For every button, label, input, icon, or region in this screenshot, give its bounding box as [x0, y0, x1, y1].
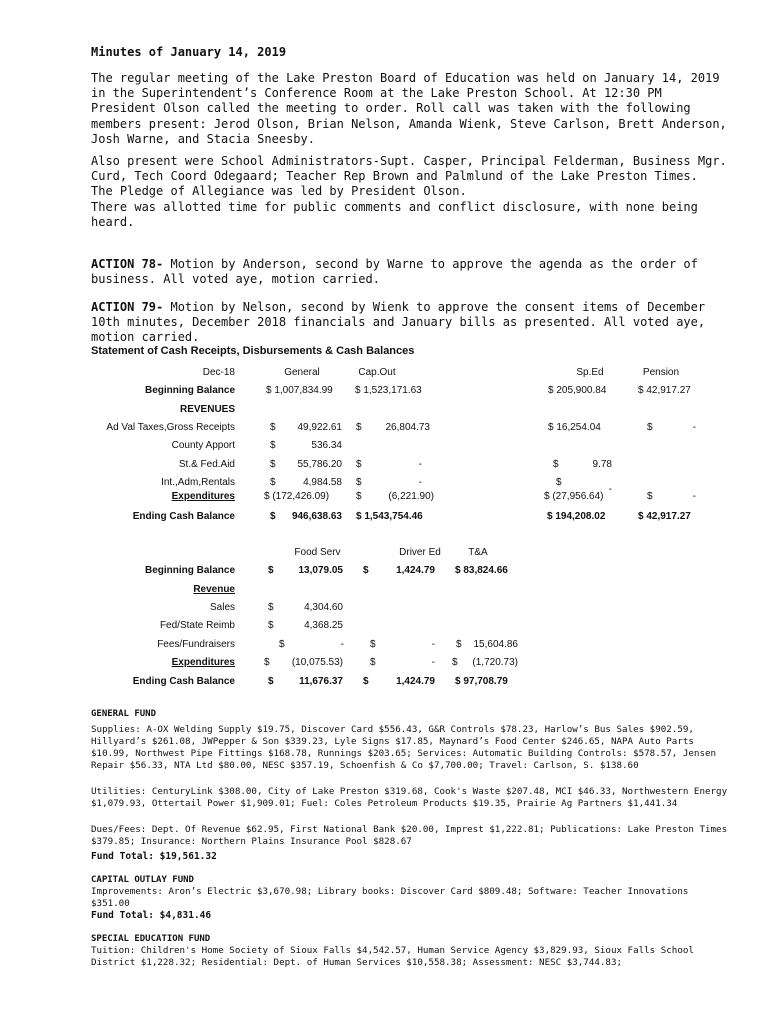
cell-sped-advaltaxes: $ 16,254.04 [548, 422, 601, 433]
action-79-paragraph [91, 300, 731, 346]
cell-general-stfedaid: 55,786.20 [297, 459, 342, 470]
col-header-foodserv: Food Serv [294, 547, 341, 558]
general-fund-heading: GENERAL FUND [91, 709, 157, 719]
cell-sped-dollar: $ [553, 459, 559, 470]
cell-drivered-dollar: $ [363, 676, 369, 687]
cell-drivered-dollar: $ [363, 565, 369, 576]
also-present-text: Also present were School Administrators-Supt. Casper, Principal Felderman, Business Mgr. Curd, Tech Coord Odegaard; Teacher Rep Brown and Palmlund of the Lake Preston Times. [91, 154, 727, 184]
cell-sped-beginning: $ 205,900.84 [548, 385, 607, 396]
cell-general-dollar: $ [270, 459, 276, 470]
cell-ta-feesfundraisers: 15,604.86 [473, 639, 518, 650]
cell-general-ending: 946,638.63 [291, 511, 342, 522]
row-label-countyapport: County Apport [171, 440, 235, 451]
cell-foodserv-dollar: $ [268, 676, 274, 687]
capital-outlay-heading: CAPITAL OUTLAY FUND [91, 875, 194, 885]
cell-general-dollar: $ [270, 477, 276, 488]
cell-general-advaltaxes: 49,922.61 [297, 422, 342, 433]
col-header-drivered: Driver Ed [399, 547, 441, 558]
cell-foodserv-sales: 4,304.60 [304, 602, 343, 613]
cell-foodserv-dollar: $ [268, 565, 274, 576]
cell-pension-beginning: $ 42,917.27 [638, 385, 691, 396]
cell-drivered-dollar: $ [370, 639, 376, 650]
cell-general-countyapport: 536.34 [311, 440, 342, 451]
action-78-label: ACTION 78- [91, 257, 164, 271]
general-fund-supplies: Supplies: A-OX Welding Supply $19.75, Discover Card $556.43, G&R Controls $78.23, Harlow’s Bus Sales $902.59, Hillyard’s $261.08, JWPepper & Son $339.23, Lyle Signs $17.85, Maynard’s Food Center $246.65, NAPA Auto Parts $10.99, Northwest Pipe Fittings $168.78, Runnings $203.65; Services: Automatic Building Controls: $578.57, Jensen Repair $56.33, NTA Ltd $80.00, NESC $357.19, Schoenfish & Co $7,700.00; Travel: Carlson, S. $138.60 [91, 724, 717, 771]
row-label-feesfundraisers: Fees/Fundraisers [157, 639, 235, 650]
general-fund-total: Fund Total: $19,561.32 [91, 851, 217, 862]
cell-drivered-feesfundraisers: - [431, 639, 435, 650]
row-label-ending: Ending Cash Balance [132, 676, 235, 687]
period-label: Dec-18 [202, 367, 235, 378]
pledge-text: The Pledge of Allegiance was led by President Olson. [91, 184, 467, 199]
row-label-intadmrentals: Int.,Adm,Rentals [161, 477, 235, 488]
col-header-pension: Pension [642, 367, 680, 378]
cell-sped-ending: $ 194,208.02 [547, 511, 606, 522]
cell-sped-dollar: $ [556, 477, 562, 488]
cell-pension-expenditures: - [692, 491, 696, 502]
row-label-advaltaxes: Ad Val Taxes,Gross Receipts [106, 422, 235, 433]
statement-title: Statement of Cash Receipts, Disbursements & Cash Balances [91, 345, 415, 357]
cell-foodserv-beginning: 13,079.05 [298, 565, 343, 576]
cell-foodserv-fedstatereimb: 4,368.25 [304, 620, 343, 631]
cell-sped-intadmrentals: - [608, 484, 612, 495]
cell-foodserv-feesfundraisers: - [340, 639, 344, 650]
cell-capout-dollar: $ [356, 459, 362, 470]
col-header-sped: Sp.Ed [576, 367, 604, 378]
cell-ta-dollar: $ [456, 639, 462, 650]
intro-paragraph: The regular meeting of the Lake Preston Board of Education was held on January 14, 2019 in the Superintendent’s Conference Room at the Lake Preston School. At 12:30 PM President Olson called the meeting to order. Roll call was taken with the following members present: Jerod Olson, Brian Nelson, Amanda Wienk, Steve Carlson, Brett Anderson, Josh Warne, and Stacia Sneesby. [91, 71, 727, 146]
cell-drivered-beginning: 1,424.79 [396, 565, 435, 576]
cell-foodserv-ending: 11,676.37 [299, 676, 343, 687]
general-fund-utilities: Utilities: CenturyLink $308.00, City of Lake Preston $319.68, Cook's Waste $207.48, MCI $46.33, Northwestern Energy $1,079.93, Ottertail Power $1,909.01; Fuel: Coles Petroleum Products $19.35, Prairie Ag Partners $1,441.34 [91, 786, 728, 809]
col-header-capout: Cap.Out [358, 367, 396, 378]
cell-general-intadmrentals: 4,984.58 [303, 477, 342, 488]
row-label-stfedaid: St.& Fed.Aid [178, 459, 235, 470]
special-ed-items: Tuition: Children's Home Society of Sioux Falls $4,542.57, Human Service Agency $3,829.93, Sioux Falls School District $1,228.32; Residential: Dept. of Human Services $10,558.38; Assessment: NESC $3,744.83; [91, 945, 694, 968]
cell-pension-advaltaxes: - [692, 422, 696, 433]
row-label-sales: Sales [209, 602, 235, 613]
row-label-fedstatereimb: Fed/State Reimb [159, 620, 235, 631]
public-comment-text: There was allotted time for public comments and conflict disclosure, with none being heard. [91, 199, 698, 229]
general-fund-dues: Dues/Fees: Dept. Of Revenue $62.95, First National Bank $20.00, Imprest $1,222.81; Publications: Lake Preston Times $379.85; Insurance: Northern Plains Insurance Pool $828.67 [91, 824, 728, 847]
cell-foodserv-dollar: $ [268, 602, 274, 613]
special-ed-heading: SPECIAL EDUCATION FUND [91, 934, 211, 944]
action-79-text: Motion by Nelson, second by Wienk to approve the consent items of December 10th minutes, December 2018 financials and January bills as presented. All voted aye, motion carried. [91, 300, 706, 345]
capital-outlay-items: Improvements: Aron’s Electric $3,670.98; Library books: Discover Card $809.48; Software: Teacher Innovations $351.00 [91, 886, 689, 909]
row-label-beginning: Beginning Balance [144, 385, 235, 396]
cell-pension-dollar: $ [647, 491, 653, 502]
cell-capout-advaltaxes: 26,804.73 [385, 422, 430, 433]
cell-pension-dollar: $ [647, 422, 653, 433]
cell-foodserv-expenditures: (10,075.53) [291, 657, 343, 668]
cell-foodserv-dollar: $ [279, 639, 285, 650]
cell-capout-dollar: $ [356, 477, 362, 488]
action-78-text: Motion by Anderson, second by Warne to approve the agenda as the order of business. All voted aye, motion carried. [91, 257, 698, 287]
action-79-label: ACTION 79- [91, 300, 164, 314]
attendance-paragraph [91, 154, 731, 230]
cell-general-expenditures: $ (172,426.09) [264, 491, 330, 502]
cell-foodserv-dollar: $ [268, 620, 274, 631]
cell-drivered-expenditures: - [431, 657, 435, 668]
row-label-expenditures: Expenditures [171, 491, 235, 502]
cell-ta-dollar: $ [452, 657, 458, 668]
cell-ta-expenditures: (1,720.73) [472, 657, 518, 668]
row-label-ending: Ending Cash Balance [132, 511, 235, 522]
col-header-ta: T&A [468, 547, 488, 558]
cell-pension-ending: $ 42,917.27 [638, 511, 691, 522]
col-header-general: General [284, 367, 320, 378]
cell-capout-expenditures: (6,221.90) [388, 491, 434, 502]
cell-drivered-ending: 1,424.79 [396, 676, 435, 687]
cell-capout-stfedaid: - [418, 459, 422, 470]
capital-outlay-total: Fund Total: $4,831.46 [91, 910, 212, 921]
action-78-paragraph [91, 257, 731, 287]
cell-general-dollar: $ [270, 422, 276, 433]
cell-general-beginning: $ 1,007,834.99 [266, 385, 333, 396]
cell-ta-ending: $ 97,708.79 [455, 676, 508, 687]
cell-foodserv-dollar: $ [264, 657, 270, 668]
cell-general-dollar: $ [270, 440, 276, 451]
revenues-label: REVENUES [179, 404, 235, 415]
row-label-beginning: Beginning Balance [144, 565, 235, 576]
cell-general-dollar: $ [270, 511, 276, 522]
page-title: Minutes of January 14, 2019 [91, 45, 287, 59]
cell-capout-intadmrentals: - [418, 477, 422, 488]
cell-sped-expenditures: $ (27,956.64) [544, 491, 604, 502]
cell-capout-dollar: $ [356, 491, 362, 502]
cell-drivered-dollar: $ [370, 657, 376, 668]
cell-sped-stfedaid: 9.78 [592, 459, 612, 470]
row-label-expenditures: Expenditures [171, 657, 235, 668]
cell-ta-beginning: $ 83,824.66 [455, 565, 508, 576]
cell-capout-ending: $ 1,543,754.46 [356, 511, 423, 522]
cell-capout-beginning: $ 1,523,171.63 [355, 385, 422, 396]
cell-capout-dollar: $ [356, 422, 362, 433]
revenue-label: Revenue [193, 584, 235, 595]
